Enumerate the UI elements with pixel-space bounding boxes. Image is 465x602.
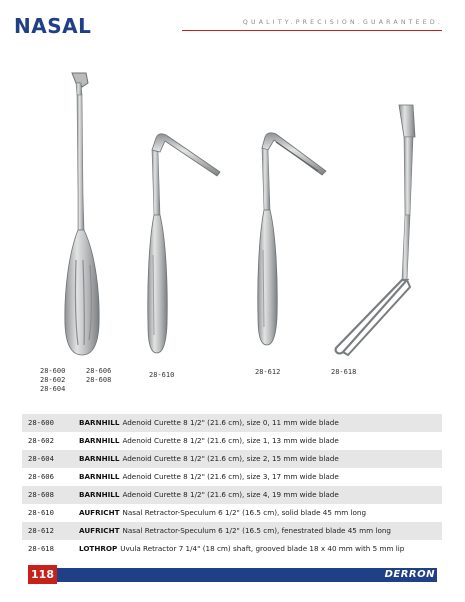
product-description: Nasal Retractor-Speculum 6 1/2" (16.5 cm), fenestrated blade 45 mm long — [122, 526, 391, 535]
product-description: Adenoid Curette 8 1/2" (21.6 cm), size 1, 13 mm wide blade — [122, 436, 339, 445]
product-row — [22, 504, 442, 522]
product-row — [22, 486, 442, 504]
figure-label: 28-618 — [331, 368, 357, 376]
product-brand: BARNHILL — [79, 454, 120, 463]
product-row — [22, 432, 442, 450]
figure-label: 28-604 — [40, 385, 66, 393]
header-rule — [182, 30, 442, 31]
product-code: 28-608 — [28, 490, 54, 499]
instrument-photo — [0, 55, 465, 393]
aufricht-fenestrated-image — [258, 133, 326, 345]
product-row — [22, 522, 442, 540]
product-description: Adenoid Curette 8 1/2" (21.6 cm), size 0, 11 mm wide blade — [122, 418, 339, 427]
product-code: 28-618 — [28, 544, 54, 553]
figure-label: 28-610 — [149, 371, 175, 379]
instrument-illustration — [0, 55, 465, 375]
lothrop-retractor-image — [336, 105, 415, 355]
product-brand: BARNHILL — [79, 490, 120, 499]
label-group-2 — [86, 367, 111, 385]
product-code: 28-604 — [28, 454, 54, 463]
figure-label: 28-602 — [40, 376, 66, 384]
product-brand: BARNHILL — [79, 436, 120, 445]
product-description: Uvula Retractor 7 1/4" (18 cm) shaft, grooved blade 18 x 40 mm with 5 mm lip — [120, 544, 405, 553]
product-brand: BARNHILL — [79, 418, 120, 427]
product-code: 28-610 — [28, 508, 54, 517]
barnhill-curette-image — [65, 73, 99, 355]
product-description: Adenoid Curette 8 1/2" (21.6 cm), size 4, 19 mm wide blade — [122, 490, 339, 499]
figure-label: 28-608 — [86, 376, 112, 384]
product-code: 28-600 — [28, 418, 54, 427]
figure-label: 28-612 — [255, 368, 281, 376]
product-row — [22, 414, 442, 432]
product-brand: LOTHROP — [79, 544, 118, 553]
product-brand: AUFRICHT — [79, 508, 120, 517]
product-description: Nasal Retractor-Speculum 6 1/2" (16.5 cm), solid blade 45 mm long — [122, 508, 367, 517]
product-code: 28-606 — [28, 472, 54, 481]
product-code: 28-612 — [28, 526, 54, 535]
figure-label: 28-600 — [40, 367, 66, 375]
tagline: QUALITY.PRECISION.GUARANTEED. — [242, 19, 443, 26]
footer-bar — [28, 568, 437, 582]
product-description: Adenoid Curette 8 1/2" (21.6 cm), size 2, 15 mm wide blade — [122, 454, 339, 463]
page-title: NASAL — [14, 14, 92, 38]
page-number: 118 — [28, 565, 57, 584]
product-code: 28-602 — [28, 436, 54, 445]
figure-label: 28-606 — [86, 367, 112, 375]
product-spec-table — [22, 414, 442, 558]
product-brand: BARNHILL — [79, 472, 120, 481]
product-row — [22, 468, 442, 486]
product-row — [22, 450, 442, 468]
product-brand: AUFRICHT — [79, 526, 120, 535]
product-description: Adenoid Curette 8 1/2" (21.6 cm), size 3, 17 mm wide blade — [122, 472, 339, 481]
product-row — [22, 540, 442, 558]
aufricht-solid-image — [148, 134, 220, 353]
label-group-1 — [40, 367, 65, 394]
brand-logo: DERRON — [384, 569, 435, 580]
